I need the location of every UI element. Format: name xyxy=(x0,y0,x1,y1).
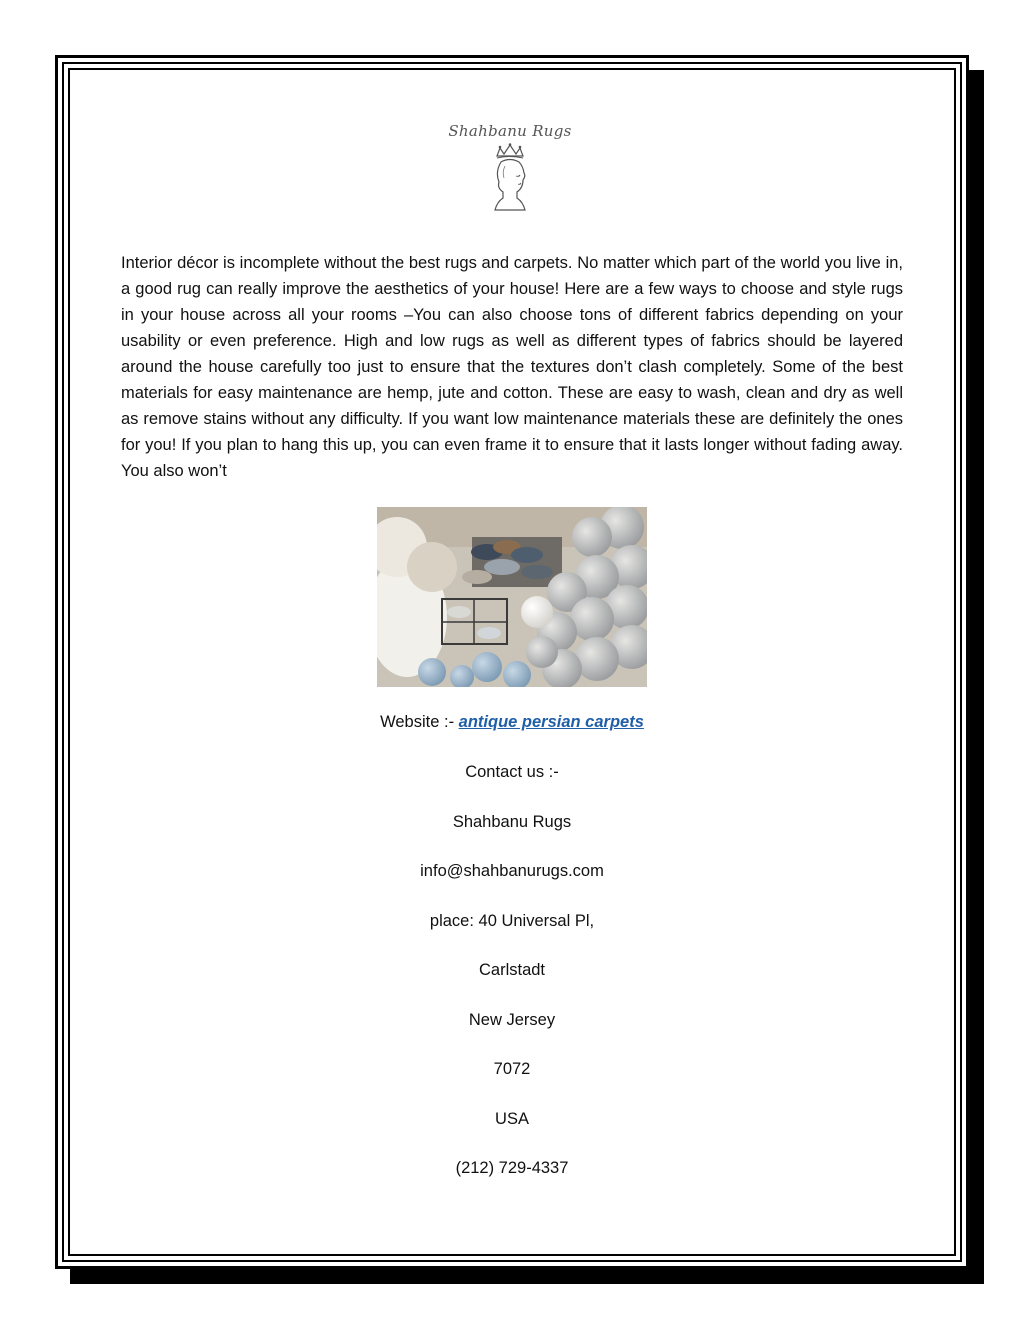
city: Carlstadt xyxy=(478,961,546,979)
state: New Jersey xyxy=(468,1011,556,1029)
country: USA xyxy=(495,1110,529,1128)
company-name: Shahbanu Rugs xyxy=(452,813,572,831)
website-line xyxy=(200,713,824,732)
website-link[interactable]: antique persian carpets xyxy=(458,713,644,731)
crowned-woman-portrait-icon xyxy=(483,142,537,212)
street-address: place: 40 Universal Pl, xyxy=(429,912,595,930)
contact-label: Contact us :- xyxy=(465,763,559,781)
brand-logo-text: Shahbanu Rugs xyxy=(448,122,572,140)
article-paragraph: Interior décor is incomplete without the best rugs and carpets. No matter which part of the world you live in, a good rug can really improve the aesthetics of your house! Here are a few ways to choose and style rugs in your house across all your rooms –You can also choose tons of different fabrics depending on your usability or even preference. High and low rugs as well as different types of fabrics should be layered around the house carefully too just to ensure that the textures don’t clash completely. Some of the best materials for easy maintenance are hemp, jute and cotton. These are easy to wash, clean and dry as well as remove stains without any difficulty. If you want low maintenance materials these are definitely the ones for you! If you plan to hang this up, you can even frame it to ensure that it lasts longer without fading away. You also won’t xyxy=(121,254,903,480)
email-address: info@shahbanurugs.com xyxy=(420,862,604,880)
brand-logo xyxy=(445,120,575,215)
yarn-balls-photo xyxy=(377,507,647,687)
phone-number: (212) 729-4337 xyxy=(455,1159,569,1177)
website-label: Website :- xyxy=(380,713,459,731)
zip-code: 7072 xyxy=(493,1060,531,1078)
